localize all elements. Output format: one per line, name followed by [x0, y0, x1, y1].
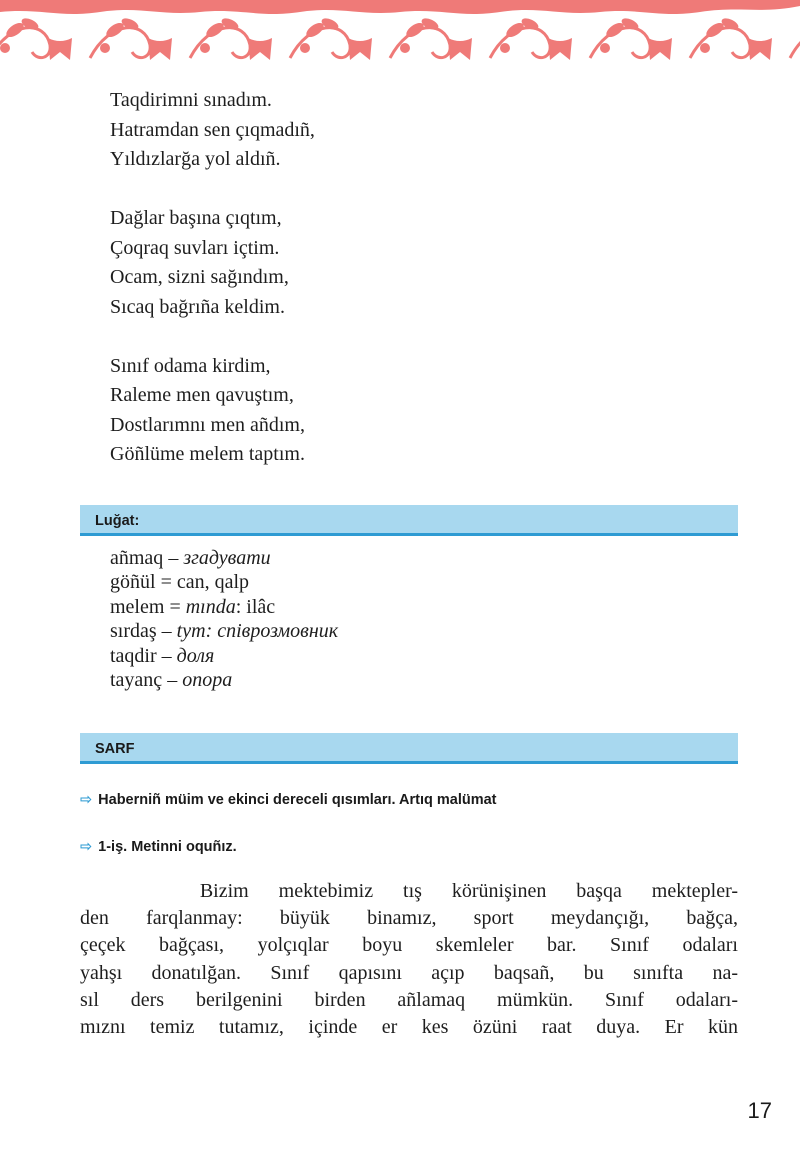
poem-line: Hatramdan sen çıqmadıñ, — [110, 118, 315, 141]
vocabulary-entry — [110, 644, 710, 668]
text-line: den farqlanmay: büyük binamız, sport meydançığı, bağça, — [80, 907, 738, 930]
vocabulary-extra: can, qalp — [176, 571, 250, 594]
poem-stanza-2 — [110, 204, 670, 322]
poem-stanza-3 — [110, 352, 670, 470]
arrow-right-icon: ⇨ — [80, 792, 93, 808]
poem-line: Ocam, sizni sağındım, — [110, 266, 289, 288]
vocabulary-heading-bar — [80, 505, 738, 536]
text-line: çeçek bağçası, yolçıqlar boyu skemleler bar. Sınıf odaları — [80, 934, 738, 957]
vocabulary-entry — [110, 570, 710, 594]
floral-ornament-header — [0, 0, 800, 72]
exercise-heading-text: 1-iş. Metinni oquñız. — [98, 839, 237, 855]
vocabulary-word: taqdir — [110, 644, 157, 667]
poem-line: Sıcaq bağrıña keldim. — [110, 295, 285, 318]
poem-line: Raleme men qavuştım, — [110, 384, 294, 406]
text-line: mıznı temiz tutamız, içinde er kes özüni raat duya. Er kün — [80, 1016, 738, 1039]
poem-line: Sınıf odama kirdim, — [110, 354, 271, 377]
vocabulary-meaning: опора — [182, 669, 233, 692]
poem-stanza-1 — [110, 86, 670, 175]
poem-line: Dostlarımnı men añdım, — [110, 413, 305, 436]
vocabulary-separator: – — [156, 620, 177, 643]
vocabulary-tag: tут — [176, 620, 206, 643]
poem-line: Çoqraq suvları içtim. — [110, 236, 280, 259]
text-line: Bizim mektebimiz tış körünişinen başqa mektepler- — [80, 880, 738, 902]
vocabulary-separator: – — [163, 547, 184, 569]
vocabulary-separator: – — [156, 644, 177, 667]
poem-line: Göñlüme melem taptım. — [110, 443, 305, 465]
poem-line: Yıldızlarğa yol aldıñ. — [110, 148, 281, 170]
vocabulary-entry — [110, 619, 710, 643]
vocabulary-entry — [110, 595, 710, 619]
vocabulary-word: tayanç — [110, 669, 163, 692]
vocabulary-meaning: доля — [176, 644, 215, 667]
vocabulary-meaning: згадувати — [183, 547, 271, 569]
vocabulary-extra: : співрозмовник — [205, 620, 339, 643]
vocabulary-word: añmaq — [110, 547, 164, 569]
page-number: 17 — [747, 1098, 772, 1123]
section-heading-bar — [80, 733, 738, 764]
text-line: sıl ders berilgenini birden añlamaq mümkün. Sınıf odaları- — [80, 988, 738, 1011]
vocabulary-entry — [110, 668, 710, 692]
exercise-text — [80, 878, 738, 1041]
section-heading: SARF — [95, 741, 135, 757]
vocabulary-separator: = — [155, 571, 177, 594]
poem-line: Taqdirimni sınadım. — [110, 89, 272, 111]
topic-heading — [80, 792, 497, 808]
vocabulary-word: sırdaş — [110, 620, 157, 643]
vocabulary-entry — [110, 546, 710, 570]
arrow-right-icon: ⇨ — [80, 839, 93, 855]
topic-heading-text: Haberniñ müim ve ekinci dereceli qısımları. Artıq malümat — [98, 792, 497, 808]
vocabulary-list — [110, 546, 710, 692]
text-line: yahşı donatılğan. Sınıf qapısını açıp baqsañ, bu sınıfta na- — [80, 961, 738, 984]
exercise-heading — [80, 839, 237, 855]
vocabulary-separator: – — [162, 669, 183, 692]
vocabulary-extra: : ilâc — [235, 595, 276, 618]
poem-line: Dağlar başına çıqtım, — [110, 207, 282, 229]
vocabulary-word: melem — [110, 595, 165, 618]
vocabulary-tag: mında — [185, 595, 236, 618]
poem — [110, 86, 670, 499]
vocabulary-word: göñül — [110, 571, 156, 594]
vocabulary-separator: = — [164, 595, 186, 618]
vocabulary-heading: Luğat: — [95, 513, 140, 529]
